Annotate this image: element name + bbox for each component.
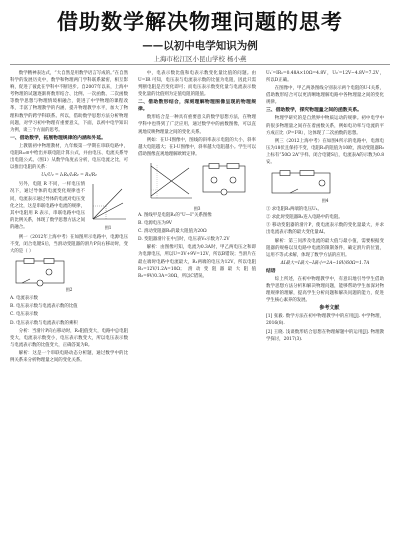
conclusion-heading: 结语 [266,268,276,274]
analysis: 解析：第三问涉及电流的最大值与最小值，需要根据变阻器的规格以及电路中电流的限制条件，确定滑片的位置，运用不等式求解，体现了数学方法的应用。 [266,238,384,258]
analysis: 解析：这是一个串联电路动态分析题，通过数学中的比例关系来分析物理量之间的变化关系。 [10,350,128,363]
paragraph: 在图像中，甲乙两条图线分别表示两个电阻的U-I关系，借助数形结合可以更清晰地理解电路中各物理量之间的变化规律。 [266,86,384,106]
paragraph: 物理学研究的是自然界中物质运动的规律。初中电学中的很多物理量之间存在着函数关系，例如电功率与电流的平方成正比（P=I²R），这体现了二次函数的思想。 [266,116,384,136]
question-1: ① 求电阻R₁两端的电压U₁。 [266,207,322,213]
circuit-diagram [10,257,70,287]
figure-1-caption: 图1 [104,225,112,231]
formula: U₁/U₂ = I₁R₁/I₂R₂ = R₁/R₂ [41,173,97,179]
paragraph: 数形结合是一种具有重要意义的数学思想方法，在物理学科中也得到了广泛应用，通过数学中的函数图像，可以直观地反映物理量之间的变化关系。 [138,115,256,135]
analysis: 解析：由图像可知，电流为0.3A时，甲乙两电压之和即为电源电压，所以U=3V+9V=12V，所以B错误；当滑片在最左端时电路中电流最大，R₁两端的电压为12V，所以电阻R₁=12V/1.2A=10Ω；滑动变阻器最大阻值R₂=9V/0.3A=30Ω，所以C错误。 [138,245,256,279]
figure-3 [138,160,256,204]
section-1-heading: 一、借助数学，拓展物理规律的内涵和外延。 [10,135,106,141]
column-3 [266,70,384,536]
figure-3-caption: 图3 [193,205,201,211]
analysis: 分析：当滑片P向右移动时，R₂阻值变大，电路中总电阻变大，电流表示数变小，电压表示数变大，所以电压表示数与电流表示数的比值变大，正确答案为B。 [10,328,128,348]
graph-figure [145,160,195,204]
paragraph: 上教版初中物理教材，九年级第一学期在串联电路中，电阻R₁₂≡中给出并联电阻计算公式，并由电压、电流关系导出电阻公式。（图1）从数学角度去分析，电压电流之比，可以推出电阻的关系： [10,143,128,171]
figure-2-caption: 图2 [65,287,73,293]
option-b: B. 电源电压为9V [138,221,172,227]
title-divider [10,64,390,65]
article-title: 借助数学解决物理问题的思考 [57,10,343,34]
column-2 [138,70,256,536]
column-1 [10,70,128,536]
option-c: C. 电压表示数 [10,312,38,318]
option-a: A. 电流表示数 [10,296,38,302]
graph-figure [88,181,128,225]
option-b: B. 电压表示数与电流表示数的比值 [10,304,78,310]
figure-2 [10,257,128,293]
reference-item: [2] 王晓. 浅谈数形结合思想在物理解题中的运用[J]. 物理教学探讨，2017(3). [266,329,384,342]
section-3-heading: 三、借助数学，探究物理量之间的函数关系。 [266,108,362,114]
article-subtitle: ——以初中电学知识为例 [142,40,258,52]
figure-4-caption: 图4 [321,198,329,204]
figure-1 [88,181,128,231]
paragraph: 另外，电阻 R 不同，一样电压情况下，通过导体的电流变化规律也不同，电流表示通过导体的电流对电压变化之比，这是串联电路中电流的规律，其中电阻用 R 表示，串联电路中电压的比例关系，体现了数学思想方法之间的融合。 [10,182,85,230]
conclusion: 综上所述，在初中物理教学中，有意识地引导学生借助数学思想方法分析和解决物理问题，能够帮助学生加深对物理规律的理解，提高学生分析问题和解决问题的能力，促进学生核心素养的发展。 [266,276,384,304]
section-2-heading: 二、借助数形结合，深刻理解物理图像呈现的物理规律。 [138,100,256,113]
references-heading: 参考文献 [319,305,340,312]
paragraph: U₁′=IR₁=0.48A×10Ω=4.8V，U₂′=12V−4.8V=7.2V，所以D正确。 [266,71,384,84]
article-author: 上海市松江区小昆山学校 杨小燕 [153,55,247,63]
option-c: C. 滑动变阻器R₂的最大阻值为20Ω [138,229,207,235]
option-d: D. 变阻器滑片在中点时，电压表V₂示数为7.2V [138,237,230,243]
circuit-diagram [199,160,249,200]
intro-paragraph: 数学精神表达式，“大自然是用数学语言写成的。”在自然科学的发展历史中，数学和物理两门学科联系紧密，相互影响，促进了彼此在学科中不断进步。自2007年以来，上海中考物理的试题逐渐将数形结合、比例、一次函数、二次函数等数学思想与物理情境相融合，促进了中学物理的课程改革，丰富了物理教学的内涵，提升物理教学水平，加大了物理和数学的跨学科联系。所以，借助数学思想方法分析物理问题，对学习初中物理有重要意义，下面，以初中电学知识为例，谈三个方面的思考。 [10,71,128,133]
option-d: D. 电压表示数与电流表示数的乘积 [10,320,78,326]
reference-item: [1] 张毅. 数学方法在初中物理教学中的应用[J]. 中学物理，2016(8). [266,314,384,327]
figure-1-block [10,181,128,232]
figure-4 [266,168,384,204]
paragraph: 中，电表示数比值和电表示数变化量比值的问题。由 U=IR 可知，电压表与电流表示数的比值为电阻，因此只需判断电阻是否变化即可；而电压表示数变化量与电流表示数变化量的比值则为定值电阻的阻值。 [138,71,256,98]
example-3: 例三（2012上海中考）在如图4所示的电路中，电源电压为18伏且保持不变，电阻R₁的阻值为10欧，滑动变阻器R₂上标有“50Ω 2A”字样。闭合电键S后，电流表A的示数为0.8安。 [266,138,384,166]
option-a: A. 图线甲是电阻R₁的“U—I”关系图像 [138,212,212,218]
paragraph: 例如：在U-I图像中，图线的斜率表示电阻的大小，斜率越大电阻越大；在I-U图像中，斜率越大电阻越小。学生可以借助图像直观地理解欧姆定律。 [138,137,256,157]
question-3: ③ 移动变阻器的滑片P，使电流表示数的变化量最大，并求出电流表示数的最大变化量ΔI。 [266,223,384,236]
example-1: 例一（2012年上海中考）在如图所示电路中，电源电压不变，闭合电键S后，当滑动变阻器的滑片P向右移动时，变大的是（ ） [10,234,128,255]
formula: ΔI最大=I最大−I最小=2A−18V/60Ω=1.7A [280,260,370,266]
circuit-diagram [266,168,336,198]
question-2: ② 求此时变阻器R₂连入电路中的电阻。 [266,215,343,221]
